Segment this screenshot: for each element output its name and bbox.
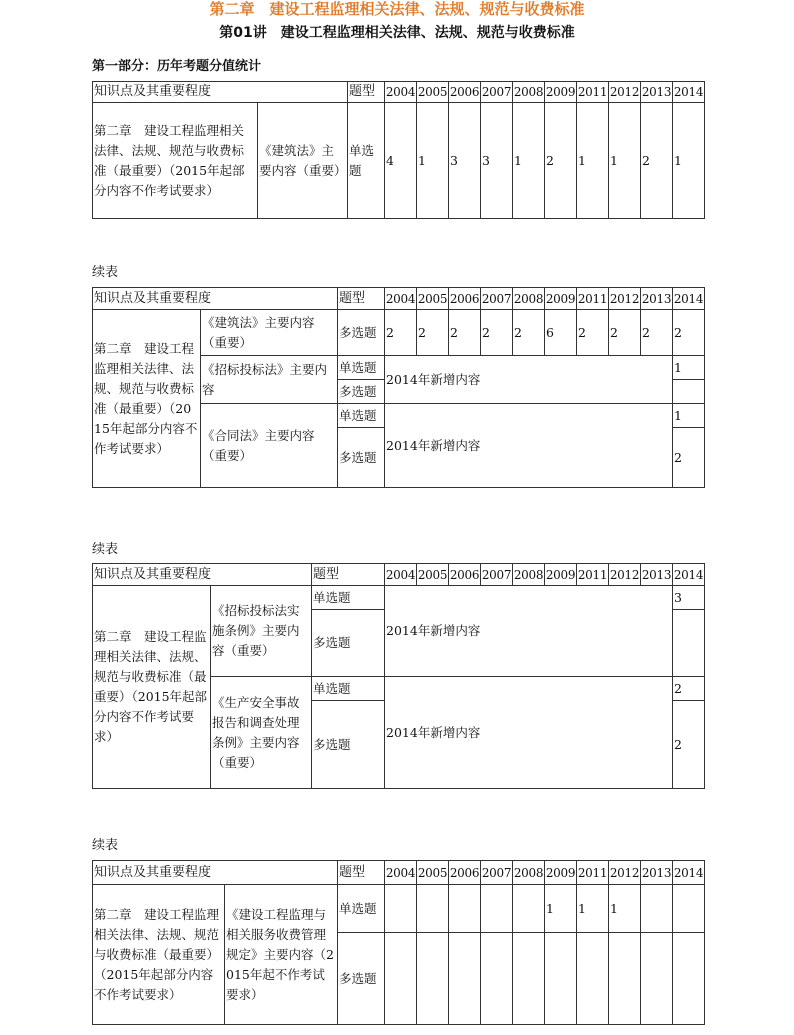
header-type: 题型 [312,564,385,586]
header-year: 2005 [417,288,449,310]
header-year: 2007 [481,82,513,103]
chapter-label: 第二章 建设工程监理相关法律、法规、规范与收费标准（最重要）（2015年起部分内容不作考试要求） [93,586,211,789]
score-cell [673,933,705,1025]
header-year: 2014 [673,82,705,103]
score-cell: 2 [673,677,705,701]
header-year: 2007 [481,564,513,586]
header-year: 2013 [641,82,673,103]
header-year: 2012 [609,564,641,586]
continued-label: 续表 [92,838,119,853]
header-knowledge: 知识点及其重要程度 [93,288,338,310]
score-cell: 3 [673,586,705,610]
header-year: 2009 [545,288,577,310]
header-year: 2013 [641,288,673,310]
question-type: 单选题 [348,103,385,219]
new-content-note: 2014年新增内容 [385,677,673,789]
score-cell [577,933,609,1025]
score-table-3 [92,563,705,789]
continued-label: 续表 [92,265,119,280]
score-cell: 2 [609,310,641,356]
table-header-row [93,564,705,586]
lecture-title: 第01讲 建设工程监理相关法律、法规、规范与收费标准 [219,25,575,41]
header-type: 题型 [338,288,385,310]
header-year: 2014 [673,861,705,885]
score-cell: 4 [385,103,417,219]
score-cell: 1 [577,885,609,933]
table-header-row [93,861,705,885]
header-year: 2006 [449,82,481,103]
score-cell: 1 [545,885,577,933]
score-table-2 [92,287,705,488]
score-cell: 1 [673,103,705,219]
score-cell: 2 [577,310,609,356]
header-year: 2007 [481,861,513,885]
score-table-4 [92,860,705,1025]
score-cell [417,933,449,1025]
score-cell: 1 [577,103,609,219]
question-type: 多选题 [338,933,385,1025]
question-type: 多选题 [338,380,385,404]
score-cell: 6 [545,310,577,356]
score-cell: 1 [673,404,705,428]
header-year: 2014 [673,564,705,586]
header-year: 2004 [385,82,417,103]
score-cell [641,933,673,1025]
score-cell: 2 [673,428,705,488]
score-cell: 2 [481,310,513,356]
header-year: 2011 [577,82,609,103]
continued-label: 续表 [92,542,119,557]
header-year: 2005 [417,861,449,885]
question-type: 多选题 [312,701,385,789]
question-type: 单选题 [338,404,385,428]
question-type: 单选题 [312,586,385,610]
header-knowledge: 知识点及其重要程度 [93,861,338,885]
topic-label: 《建筑法》主要内容（重要） [201,310,338,356]
header-year: 2008 [513,564,545,586]
score-cell: 2 [673,310,705,356]
score-cell: 1 [609,885,641,933]
new-content-note: 2014年新增内容 [385,404,673,488]
score-cell: 2 [545,103,577,219]
score-cell [513,885,545,933]
header-year: 2006 [449,564,481,586]
score-cell: 3 [449,103,481,219]
score-cell [385,933,417,1025]
header-year: 2013 [641,564,673,586]
score-cell [609,933,641,1025]
topic-label: 《招标投标法实施条例》主要内容（重要） [211,586,312,677]
header-year: 2011 [577,564,609,586]
table-row [93,586,705,610]
question-type: 单选题 [338,885,385,933]
new-content-note: 2014年新增内容 [385,356,673,404]
score-cell [417,885,449,933]
header-year: 2008 [513,288,545,310]
table-row [93,310,705,356]
question-type: 多选题 [338,428,385,488]
score-cell: 2 [449,310,481,356]
chapter-label: 第二章 建设工程监理相关法律、法规、规范与收费标准（最重要）（2015年起部分内容不作考试要求） [93,885,225,1025]
header-year: 2012 [609,861,641,885]
section-title: 第一部分：历年考题分值统计 [92,59,262,74]
score-cell: 1 [513,103,545,219]
question-type: 多选题 [338,310,385,356]
score-cell [385,885,417,933]
header-year: 2004 [385,861,417,885]
table-header-row [93,82,705,103]
header-year: 2008 [513,82,545,103]
score-cell [673,885,705,933]
score-cell: 1 [609,103,641,219]
score-cell [513,933,545,1025]
score-cell [481,933,513,1025]
header-year: 2006 [449,288,481,310]
header-year: 2009 [545,82,577,103]
table-row [93,885,705,933]
chapter-label: 第二章 建设工程监理相关法律、法规、规范与收费标准（最重要）（2015年起部分内容不作考试要求） [93,310,201,488]
header-year: 2004 [385,288,417,310]
header-year: 2005 [417,564,449,586]
header-year: 2013 [641,861,673,885]
question-type: 多选题 [312,610,385,677]
table-row [93,103,705,219]
score-cell [449,885,481,933]
score-cell: 2 [513,310,545,356]
header-year: 2009 [545,861,577,885]
topic-label: 《合同法》主要内容（重要） [201,404,338,488]
header-year: 2012 [609,82,641,103]
header-type: 题型 [348,82,385,103]
chapter-label: 第二章 建设工程监理相关法律、法规、规范与收费标准（最重要）（2015年起部分内容不作考试要求） [93,103,258,219]
table-header-row [93,288,705,310]
new-content-note: 2014年新增内容 [385,586,673,677]
header-year: 2014 [673,288,705,310]
header-year: 2006 [449,861,481,885]
score-cell: 2 [641,310,673,356]
topic-label: 《建设工程监理与相关服务收费管理规定》主要内容（2015年起不作考试要求） [225,885,338,1025]
header-year: 2011 [577,861,609,885]
topic-label: 《生产安全事故报告和调查处理条例》主要内容（重要） [211,677,312,789]
header-year: 2008 [513,861,545,885]
score-cell: 1 [417,103,449,219]
question-type: 单选题 [312,677,385,701]
header-year: 2005 [417,82,449,103]
score-table-1 [92,81,705,219]
header-year: 2012 [609,288,641,310]
score-cell [641,885,673,933]
header-knowledge: 知识点及其重要程度 [93,564,312,586]
score-cell: 2 [641,103,673,219]
score-cell: 2 [673,701,705,789]
chapter-title: 第二章 建设工程监理相关法律、法规、规范与收费标准 [209,0,585,18]
score-cell [673,610,705,677]
header-year: 2004 [385,564,417,586]
question-type: 单选题 [338,356,385,380]
score-cell [673,380,705,404]
topic-label: 《招标投标法》主要内容 [201,356,338,404]
header-year: 2007 [481,288,513,310]
score-cell [545,933,577,1025]
score-cell: 3 [481,103,513,219]
topic-label: 《建筑法》主要内容（重要） [258,103,348,219]
score-cell: 1 [673,356,705,380]
score-cell [449,933,481,1025]
score-cell: 2 [417,310,449,356]
header-knowledge: 知识点及其重要程度 [93,82,348,103]
header-year: 2011 [577,288,609,310]
score-cell [481,885,513,933]
score-cell: 2 [385,310,417,356]
header-year: 2009 [545,564,577,586]
header-type: 题型 [338,861,385,885]
